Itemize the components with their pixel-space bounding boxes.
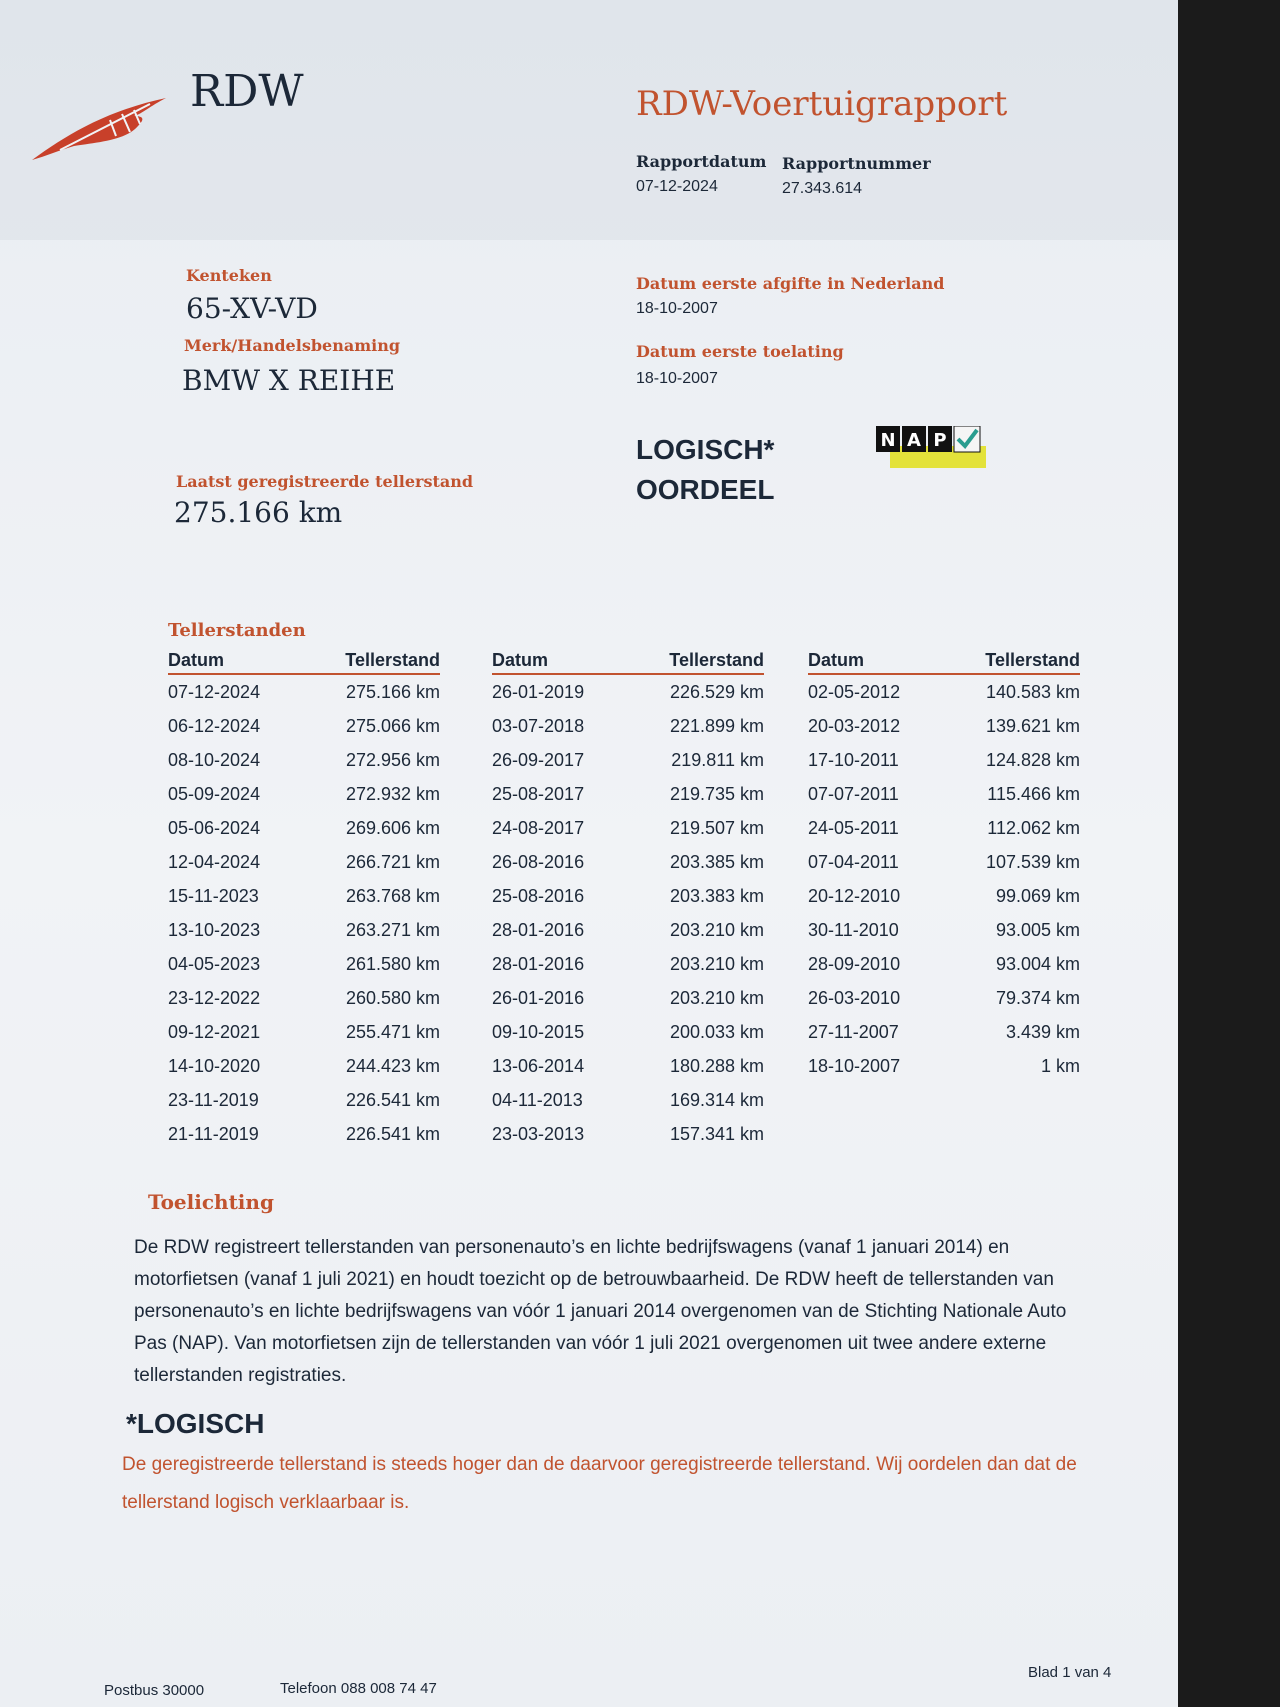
- col-date-header: Datum: [808, 650, 865, 670]
- odometer-date: 05-09-2024: [168, 784, 261, 804]
- odometer-column-3: [808, 650, 1080, 1083]
- odometer-reading: 107.539 km: [985, 852, 1080, 872]
- odometer-reading: 157.341 km: [669, 1124, 764, 1144]
- odometer-date: 02-05-2012: [808, 682, 901, 702]
- explanation-text: De RDW registreert tellerstanden van personenauto’s en lichte bedrijfswagens (vanaf 1 januari 2014) en motorfietsen (vanaf 1 juli 2021) en houdt toezicht op de betrouwbaarheid. De RDW heeft de tellerstanden van personenauto’s en lichte bedrijfswagens van vóór 1 januari 2014 overgenomen van de Stichting Nationale Auto Pas (NAP). Van motorfietsen zijn de tellerstanden van vóór 1 juli 2021 overgenomen uit twee andere externe tellerstanden registraties.: [134, 1237, 1067, 1386]
- report-title: RDW-Voertuigrapport: [636, 84, 1008, 124]
- odometer-date: 30-11-2010: [808, 920, 899, 940]
- first-issue-value: 18-10-2007: [636, 300, 718, 317]
- odometer-row: [168, 675, 440, 709]
- odometer-row: [168, 1049, 440, 1083]
- odometer-reading: 226.541 km: [345, 1090, 440, 1110]
- odometer-reading: 1 km: [1040, 1056, 1080, 1076]
- odometer-row: [168, 981, 440, 1015]
- col-reading-header: Tellerstand: [985, 650, 1080, 670]
- odometer-row: [168, 845, 440, 879]
- odometer-reading: 93.005 km: [995, 920, 1080, 940]
- odometer-section-title: Tellerstanden: [168, 620, 306, 641]
- odometer-row: [808, 947, 1080, 981]
- col-reading-header: Tellerstand: [345, 650, 440, 670]
- odometer-date: 12-04-2024: [168, 852, 261, 872]
- odometer-date: 03-07-2018: [492, 716, 585, 736]
- odometer-row: [492, 777, 764, 811]
- odometer-row: [808, 879, 1080, 913]
- odometer-row: [492, 1083, 764, 1117]
- odometer-column-header: [492, 650, 764, 675]
- odometer-date: 23-12-2022: [168, 988, 261, 1008]
- odometer-column-1: [168, 650, 440, 1151]
- odometer-row: [492, 675, 764, 709]
- odometer-date: 26-08-2016: [492, 852, 585, 872]
- rdw-feather-logo-icon: [30, 92, 170, 162]
- odometer-date: 20-03-2012: [808, 716, 901, 736]
- odometer-reading: 93.004 km: [995, 954, 1080, 974]
- first-admission-label: Datum eerste toelating: [636, 342, 844, 361]
- odometer-row: [168, 1015, 440, 1049]
- explanation-title: Toelichting: [148, 1190, 274, 1214]
- odometer-row: [492, 913, 764, 947]
- odometer-date: 07-12-2024: [168, 682, 261, 702]
- odometer-date: 08-10-2024: [168, 750, 261, 770]
- odometer-row: [168, 947, 440, 981]
- odometer-reading: 263.271 km: [345, 920, 440, 940]
- first-admission-value: 18-10-2007: [636, 370, 718, 387]
- odometer-column-header: [168, 650, 440, 675]
- odometer-reading: 219.507 km: [669, 818, 764, 838]
- odometer-date: 26-01-2016: [492, 988, 585, 1008]
- nap-logo-icon: [876, 426, 986, 468]
- verdict-line1: LOGISCH*: [636, 434, 775, 465]
- odometer-date: 28-01-2016: [492, 954, 585, 974]
- odometer-date: 17-10-2011: [808, 750, 899, 770]
- odometer-reading: 203.383 km: [669, 886, 764, 906]
- odometer-reading: 260.580 km: [345, 988, 440, 1008]
- nap-letter-n: N: [880, 430, 896, 451]
- odometer-row: [492, 879, 764, 913]
- odometer-reading: 226.529 km: [669, 682, 764, 702]
- odometer-date: 26-01-2019: [492, 682, 585, 702]
- col-date-header: Datum: [168, 650, 225, 670]
- odometer-reading: 219.811 km: [671, 750, 764, 770]
- odometer-row: [168, 1083, 440, 1117]
- odometer-row: [808, 1049, 1080, 1083]
- report-number-label: Rapportnummer: [782, 154, 931, 173]
- odometer-row: [168, 811, 440, 845]
- odometer-reading: 124.828 km: [985, 750, 1080, 770]
- odometer-date: 18-10-2007: [808, 1056, 901, 1076]
- odometer-reading: 275.066 km: [345, 716, 440, 736]
- odometer-date: 13-10-2023: [168, 920, 261, 940]
- odometer-row: [492, 811, 764, 845]
- plate-value: 65-XV-VD: [186, 292, 318, 325]
- nap-letter-a: A: [907, 430, 921, 451]
- last-odometer-value: 275.166 km: [174, 496, 343, 529]
- report-date: 07-12-2024: [636, 178, 718, 195]
- odometer-reading: 112.062 km: [987, 818, 1080, 838]
- odometer-row: [808, 709, 1080, 743]
- odometer-date: 25-08-2016: [492, 886, 585, 906]
- odometer-reading: 261.580 km: [345, 954, 440, 974]
- odometer-row: [168, 879, 440, 913]
- odometer-row: [492, 1015, 764, 1049]
- odometer-row: [492, 1049, 764, 1083]
- odometer-reading: 266.721 km: [345, 852, 440, 872]
- odometer-row: [168, 913, 440, 947]
- odometer-date: 21-11-2019: [168, 1124, 259, 1144]
- odometer-reading: 203.210 km: [669, 988, 764, 1008]
- odometer-date: 28-01-2016: [492, 920, 585, 940]
- odometer-reading: 272.956 km: [345, 750, 440, 770]
- odometer-reading: 272.932 km: [345, 784, 440, 804]
- odometer-reading: 221.899 km: [669, 716, 764, 736]
- last-odometer-label: Laatst geregistreerde tellerstand: [176, 472, 474, 491]
- odometer-row: [808, 743, 1080, 777]
- odometer-row: [168, 709, 440, 743]
- odometer-reading: 263.768 km: [345, 886, 440, 906]
- report-number: 27.343.614: [782, 180, 863, 197]
- odometer-date: 26-03-2010: [808, 988, 901, 1008]
- odometer-date: 13-06-2014: [492, 1056, 585, 1076]
- odometer-reading: 115.466 km: [987, 784, 1080, 804]
- logisch-text: De geregistreerde tellerstand is steeds hoger dan de daarvoor geregistreerde tellerstand. Wij oordelen dan dat de tellerstand logisch verklaarbaar is.: [122, 1454, 1077, 1513]
- odometer-date: 24-05-2011: [808, 818, 899, 838]
- odometer-date: 28-09-2010: [808, 954, 901, 974]
- odometer-row: [808, 811, 1080, 845]
- odometer-date: 26-09-2017: [492, 750, 585, 770]
- odometer-reading: 139.621 km: [985, 716, 1080, 736]
- nap-letter-p: P: [933, 430, 947, 451]
- odometer-date: 09-10-2015: [492, 1022, 585, 1042]
- odometer-reading: 203.385 km: [669, 852, 764, 872]
- odometer-row: [808, 777, 1080, 811]
- odometer-reading: 79.374 km: [995, 988, 1080, 1008]
- odometer-date: 27-11-2007: [808, 1022, 899, 1042]
- odometer-reading: 275.166 km: [345, 682, 440, 702]
- odometer-reading: 3.439 km: [1005, 1022, 1080, 1042]
- col-date-header: Datum: [492, 650, 549, 670]
- odometer-column-header: [808, 650, 1080, 675]
- verdict-line2: OORDEEL: [636, 474, 775, 505]
- logo-text: RDW: [190, 66, 304, 117]
- odometer-row: [492, 981, 764, 1015]
- odometer-date: 05-06-2024: [168, 818, 261, 838]
- footer-phone: Telefoon 088 008 74 47: [280, 1680, 437, 1697]
- odometer-row: [808, 675, 1080, 709]
- odometer-date: 09-12-2021: [168, 1022, 261, 1042]
- odometer-reading: 200.033 km: [669, 1022, 764, 1042]
- odometer-reading: 99.069 km: [995, 886, 1080, 906]
- odometer-row: [808, 981, 1080, 1015]
- odometer-row: [168, 1117, 440, 1151]
- footer-postbus: Postbus 30000: [104, 1682, 205, 1699]
- odometer-row: [492, 947, 764, 981]
- brand-value: BMW X REIHE: [182, 364, 396, 397]
- odometer-date: 15-11-2023: [168, 886, 259, 906]
- odometer-date: 06-12-2024: [168, 716, 261, 736]
- odometer-date: 07-07-2011: [808, 784, 899, 804]
- plate-label: Kenteken: [186, 266, 272, 285]
- odometer-row: [492, 845, 764, 879]
- odometer-reading: 180.288 km: [669, 1056, 764, 1076]
- odometer-column-2: [492, 650, 764, 1151]
- odometer-reading: 255.471 km: [345, 1022, 440, 1042]
- odometer-reading: 226.541 km: [345, 1124, 440, 1144]
- odometer-row: [168, 743, 440, 777]
- first-issue-label: Datum eerste afgifte in Nederland: [636, 274, 945, 293]
- odometer-reading: 169.314 km: [669, 1090, 764, 1110]
- odometer-date: 23-11-2019: [168, 1090, 259, 1110]
- odometer-row: [808, 1015, 1080, 1049]
- odometer-reading: 203.210 km: [669, 954, 764, 974]
- odometer-row: [492, 1117, 764, 1151]
- odometer-row: [492, 743, 764, 777]
- odometer-date: 04-11-2013: [492, 1090, 583, 1110]
- odometer-row: [492, 709, 764, 743]
- odometer-date: 25-08-2017: [492, 784, 585, 804]
- odometer-date: 07-04-2011: [808, 852, 899, 872]
- odometer-date: 14-10-2020: [168, 1056, 261, 1076]
- odometer-reading: 203.210 km: [669, 920, 764, 940]
- odometer-row: [168, 777, 440, 811]
- odometer-row: [808, 913, 1080, 947]
- col-reading-header: Tellerstand: [669, 650, 764, 670]
- odometer-row: [808, 845, 1080, 879]
- footer-page-number: Blad 1 van 4: [1028, 1664, 1112, 1681]
- odometer-reading: 269.606 km: [345, 818, 440, 838]
- logisch-title: *LOGISCH: [126, 1408, 265, 1439]
- report-date-label: Rapportdatum: [636, 152, 767, 171]
- odometer-reading: 244.423 km: [345, 1056, 440, 1076]
- odometer-date: 24-08-2017: [492, 818, 585, 838]
- odometer-reading: 140.583 km: [985, 682, 1080, 702]
- brand-label: Merk/Handelsbenaming: [184, 336, 401, 355]
- odometer-date: 23-03-2013: [492, 1124, 585, 1144]
- odometer-date: 20-12-2010: [808, 886, 901, 906]
- odometer-reading: 219.735 km: [669, 784, 764, 804]
- odometer-date: 04-05-2023: [168, 954, 261, 974]
- verdict-block: [636, 430, 774, 510]
